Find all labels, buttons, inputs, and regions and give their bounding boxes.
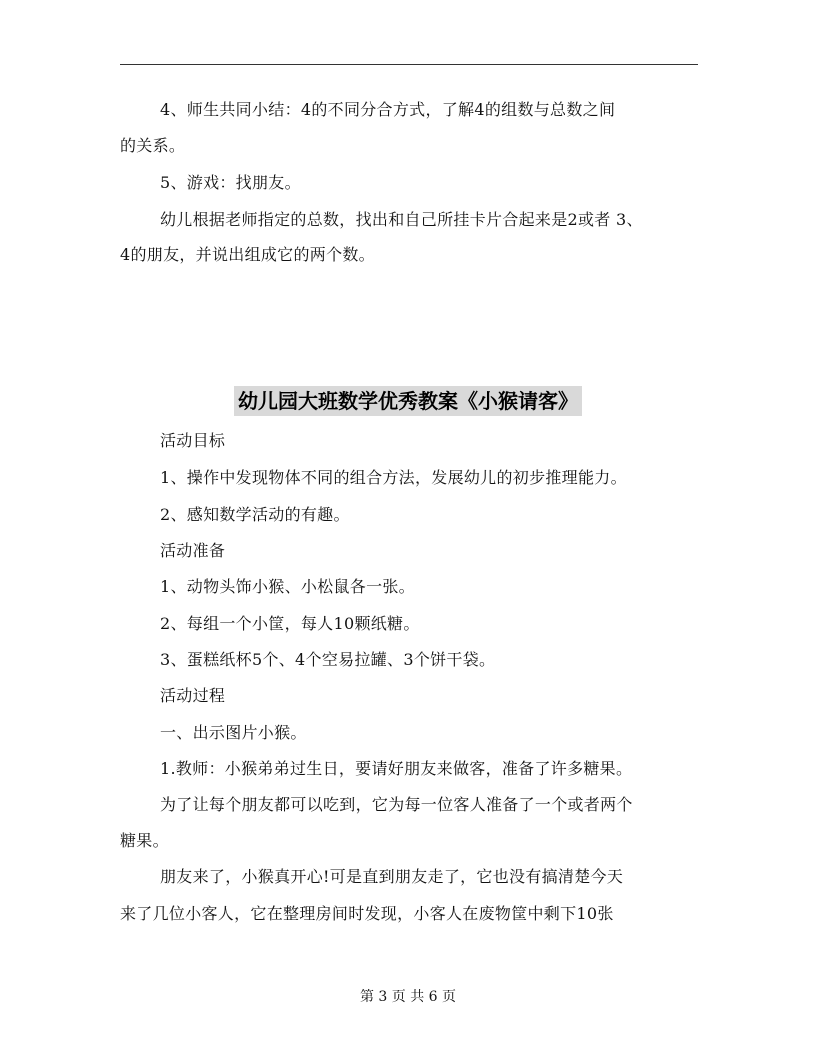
paragraph-line: 4的朋友，并说出组成它的两个数。: [120, 245, 375, 264]
list-item: 3、蛋糕纸杯5个、4个空易拉罐、3个饼干袋。: [160, 650, 496, 669]
header-rule: [120, 64, 698, 65]
list-item: 一、出示图片小猴。: [160, 723, 307, 742]
list-item: 1、动物头饰小猴、小松鼠各一张。: [160, 577, 415, 596]
list-item: 1、操作中发现物体不同的组合方法，发展幼儿的初步推理能力。: [160, 468, 627, 487]
page-number: 第 3 页 共 6 页: [359, 989, 457, 1005]
title-container: [0, 386, 816, 416]
list-item: 2、每组一个小筐，每人10颗纸糖。: [160, 614, 420, 633]
paragraph-line: 为了让每个朋友都可以吃到，它为每一位客人准备了一个或者两个: [160, 795, 633, 814]
paragraph-line: 朋友来了，小猴真开心!可是直到朋友走了，它也没有搞清楚今天: [160, 867, 624, 886]
section-heading: 活动准备: [160, 541, 226, 560]
paragraph-line: 来了几位小客人，它在整理房间时发现，小客人在废物筐中剩下10张: [120, 904, 614, 923]
paragraph-line: 1.教师：小猴弟弟过生日，要请好朋友来做客，准备了许多糖果。: [160, 759, 633, 778]
list-item: 2、感知数学活动的有趣。: [160, 505, 350, 524]
paragraph-line: 糖果。: [120, 831, 169, 850]
paragraph-line: 幼儿根据老师指定的总数，找出和自己所挂卡片合起来是2或者 3、: [160, 210, 643, 229]
paragraph-line: 5、游戏：找朋友。: [160, 173, 301, 192]
paragraph-line: 的关系。: [120, 136, 186, 155]
section-heading: 活动目标: [160, 431, 226, 450]
document-title: 幼儿园大班数学优秀教案《小猴请客》: [234, 386, 582, 416]
paragraph-line: 4、师生共同小结：4的不同分合方式，了解4的组数与总数之间: [160, 100, 616, 119]
section-heading: 活动过程: [160, 686, 226, 705]
